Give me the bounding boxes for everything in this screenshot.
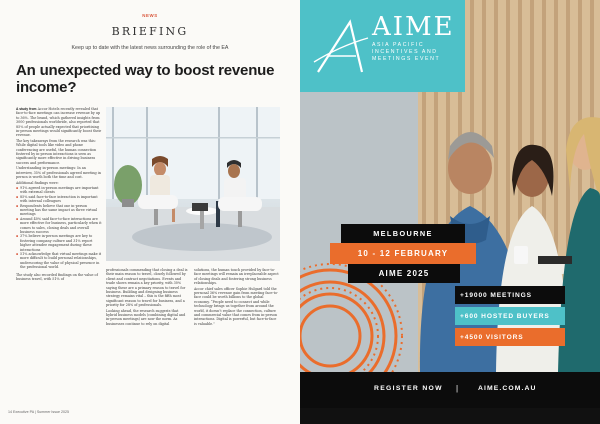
event-city: MELBOURNE <box>341 224 465 243</box>
finding-bullet: ■ Respondents believe that one in-person meeting has the same impact as three virtual meetings <box>16 203 97 217</box>
register-now-link[interactable]: REGISTER NOW <box>374 385 443 392</box>
bullet-icon: ■ <box>16 185 19 190</box>
stat-meetings: +19000 MEETINGS <box>455 286 565 304</box>
finding-bullet: ■ 91% agreed in-person meetings are important with external clients <box>16 185 99 195</box>
bullet-icon: ■ <box>16 234 19 239</box>
article-paragraph: Accor chief sales officer Sophie Hulgard told the personal 36% revenue gain from meeting face-to-face could be worth billions to the global economy. “People need to connect and while technology brings us together from around the world, it doesn’t replace the connection, culture and commercial value that comes from in-person interactions. Digital is powerful, but face-to-face is valuable.” <box>194 286 279 326</box>
article-paragraph: The study also recorded findings on the value of business travel, with 51% of <box>16 272 98 282</box>
section-title: BRIEFING <box>111 25 189 38</box>
article-column-1 <box>16 107 102 282</box>
finding-bullet: ■ Around 40% said face-to-face interactions are more effective for business, particularly when it comes to sales, closing deals and overall business success <box>16 216 102 234</box>
section-tag: NEWS <box>142 13 158 18</box>
article-paragraph: Additional findings were: <box>16 180 59 185</box>
website-link[interactable]: AIME.COM.AU <box>478 385 537 392</box>
cta-bar <box>300 372 600 408</box>
article-headline: An unexpected way to boost revenue income? <box>16 62 275 96</box>
aime-subtitle: ASIA PACIFIC INCENTIVES AND MEETINGS EVENT <box>372 42 441 62</box>
article-paragraph: solutions, the human touch provided by face-to-face meetings will remain an irreplaceable aspect of closing deals and fostering strong business relationships. <box>194 268 279 286</box>
finding-bullet: ■ 51% acknowledge that virtual meetings make it more difficult to build personal relationships, underscoring the value of physical presence in the professional world. <box>16 252 102 270</box>
article-column-2 <box>106 268 188 327</box>
bottom-strip <box>300 408 600 424</box>
event-dates: 10 - 12 FEBRUARY <box>330 243 476 264</box>
article-paragraph: professionals commending that closing a deal is their main reason to travel, closely followed by client and contract negotiations. Events and trade shows remain a key priority, with 30% saying these are a primary reason to travel for business. Building and designing business strategy remains vital – this is the fifth most significant reason to travel for business, and a priority for 28% of professionals. <box>106 268 188 308</box>
aime-wordmark: AIME <box>372 12 455 42</box>
stat-hosted-buyers: +600 HOSTED BUYERS <box>455 307 565 325</box>
page-footer: 14 Executive PA | Summer Issue 2025 <box>8 410 69 414</box>
event-name: AIME 2025 <box>348 264 460 283</box>
aime-logo-panel <box>300 0 465 92</box>
section-subtitle: Keep up to date with the latest news surrounding the role of the EA <box>71 45 229 51</box>
article-paragraph: The key takeaways from the research was this: While digital tools like video and phone conferencing are useful, the human connection fostered by in-person interactions is seen as significantly more effective in driving business success and performance. <box>16 138 97 165</box>
article-paragraph: Understanding in-person meetings: In an interview, 35% of professionals agreed meeting in person is worth both the time and cost. <box>16 166 101 180</box>
aime-advertisement[interactable] <box>300 0 600 424</box>
finding-bullet: ■ 37% believe in-person meetings are key to fostering company culture and 31% report higher attendee engagement during these interactions <box>16 234 93 252</box>
cta-separator: | <box>456 384 459 393</box>
article-paragraph: Looking ahead, the research suggests that hybrid business models (combining digital and in-person meetings) are now the norm. As businesses continue to rely on digital <box>106 308 186 326</box>
article-lead-in: A study from <box>16 107 37 111</box>
finding-bullet: ■ 85% said face-to-face interaction is important with internal colleagues <box>16 194 98 204</box>
bullet-icon: ■ <box>16 194 19 199</box>
article-paragraph: A study from Accor Hotels recently revealed that face-to-face meetings can increase revenue by up to 36%. The brand, which gathered insights from 3000 professionals worldwide, also reported that 85% of people actually expected that prioritising in-person meetings would significantly boost their revenue. <box>16 107 102 138</box>
bullet-icon: ■ <box>16 216 19 221</box>
stat-visitors: +4500 VISITORS <box>455 328 565 346</box>
aime-triangle-icon <box>310 16 370 76</box>
office-meeting-photo <box>106 107 280 261</box>
article-column-3 <box>194 268 280 327</box>
bullet-icon: ■ <box>16 252 19 256</box>
bullet-icon: ■ <box>16 203 19 208</box>
